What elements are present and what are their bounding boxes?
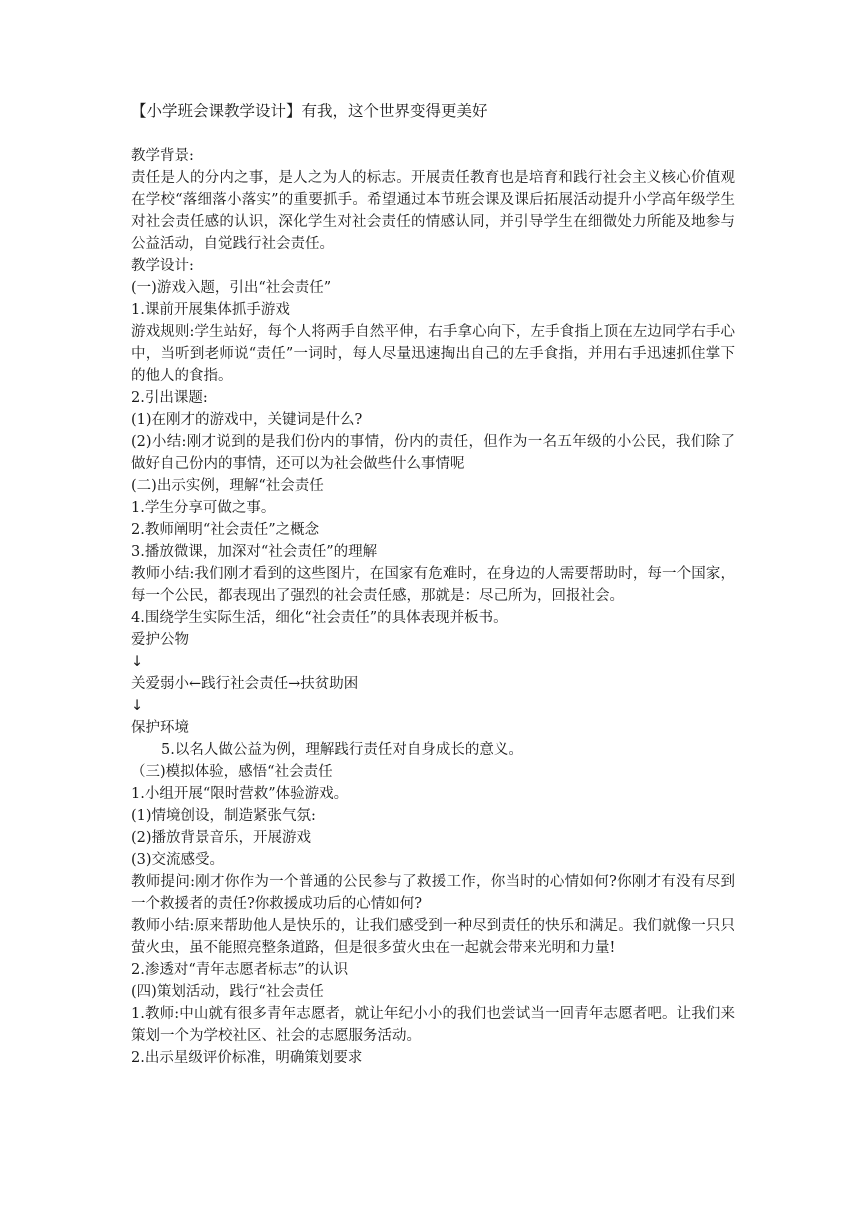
paragraph: 游戏规则:学生站好，每个人将两手自然平伸，右手拿心向下，左手食指上顶在左边同学右手心中，当听到老师说“责任”一词时，每人尽量迅速掏出自己的左手食指，并用右手迅速抓住掌下的他人的食指。 [131, 324, 735, 384]
list-item: (1)在刚才的游戏中，关键词是什么? [131, 412, 363, 428]
paragraph: 责任是人的分内之事，是人之为人的标志。开展责任教育也是培育和践行社会主义核心价值观在学校“落细落小落实”的重要抓手。希望通过本节班会课及课后拓展活动提升小学高年级学生对社会责任感的认识，深化学生对社会责任的情感认同，并引导学生在细微处力所能及地参与公益活动，自觉践行社会责任。 [131, 170, 735, 252]
section-heading: 教学设计: [131, 258, 194, 274]
paragraph: 教师提问:刚才你作为一个普通的公民参与了救援工作，你当时的心情如何?你刚才有没有尽到一个救援者的责任?你救援成功后的心情如何? [131, 874, 735, 912]
down-arrow-icon: ↓ [131, 654, 144, 670]
list-item: 2.出示星级评价标准，明确策划要求 [131, 1050, 363, 1066]
subsection-heading: (一)游戏入题，引出“社会责任” [131, 280, 332, 296]
document-page [131, 100, 735, 1069]
subsection-heading: (二)出示实例，理解“社会责任 [131, 478, 324, 494]
document-title: 【小学班会课教学设计】有我，这个世界变得更美好 [131, 102, 488, 120]
list-item: (1)情境创设，制造紧张气氛: [131, 808, 316, 824]
list-item: 1.学生分享可做之事。 [131, 500, 276, 516]
paragraph: 教师小结:我们刚才看到的这些图片，在国家有危难时，在身边的人需要帮助时，每一个国家，每一个公民，都表现出了强烈的社会责任感，那就是：尽己所为，回报社会。 [131, 566, 735, 604]
paragraph: 教师小结:原来帮助他人是快乐的，让我们感受到一种尽到责任的快乐和满足。我们就像一只只萤火虫，虽不能照亮整条道路，但是很多萤火虫在一起就会带来光明和力量! [131, 918, 735, 956]
subsection-heading: （三)模拟体验，感悟“社会责任 [131, 764, 333, 780]
list-item: 3.播放微课，加深对“社会责任”的理解 [131, 544, 378, 560]
list-item: 2.渗透对“青年志愿者标志”的认识 [131, 962, 349, 978]
list-item: 2.教师阐明“社会责任”之概念 [131, 522, 320, 538]
list-item: 2.引出课题: [131, 390, 208, 406]
list-item: 5.以名人做公益为例，理解践行责任对自身成长的意义。 [161, 742, 523, 758]
down-arrow-icon: ↓ [131, 698, 144, 714]
list-item: (2)播放背景音乐，开展游戏 [131, 830, 312, 846]
section-heading: 教学背景: [131, 148, 194, 164]
paragraph: (2)小结:刚才说到的是我们份内的事情，份内的责任，但作为一名五年级的小公民，我们除了做好自己份内的事情，还可以为社会做些什么事情呢 [131, 434, 735, 472]
diagram-node: 保护环境 [131, 720, 189, 736]
list-item: 4.围绕学生实际生活，细化“社会责任”的具体表现并板书。 [131, 610, 508, 626]
paragraph: 1.教师:中山就有很多青年志愿者，就让年纪小小的我们也尝试当一回青年志愿者吧。让我们来策划一个为学校社区、社会的志愿服务活动。 [131, 1006, 735, 1044]
subsection-heading: (四)策划活动，践行“社会责任 [131, 984, 324, 1000]
document-body [131, 145, 735, 1069]
diagram-node: 爱护公物 [131, 632, 189, 648]
list-item: 1.小组开展“限时营救”体验游戏。 [131, 786, 349, 802]
list-item: 1.课前开展集体抓手游戏 [131, 302, 290, 318]
diagram-node: 关爱弱小←践行社会责任→扶贫助困 [131, 676, 359, 692]
list-item: (3)交流感受。 [131, 852, 225, 868]
